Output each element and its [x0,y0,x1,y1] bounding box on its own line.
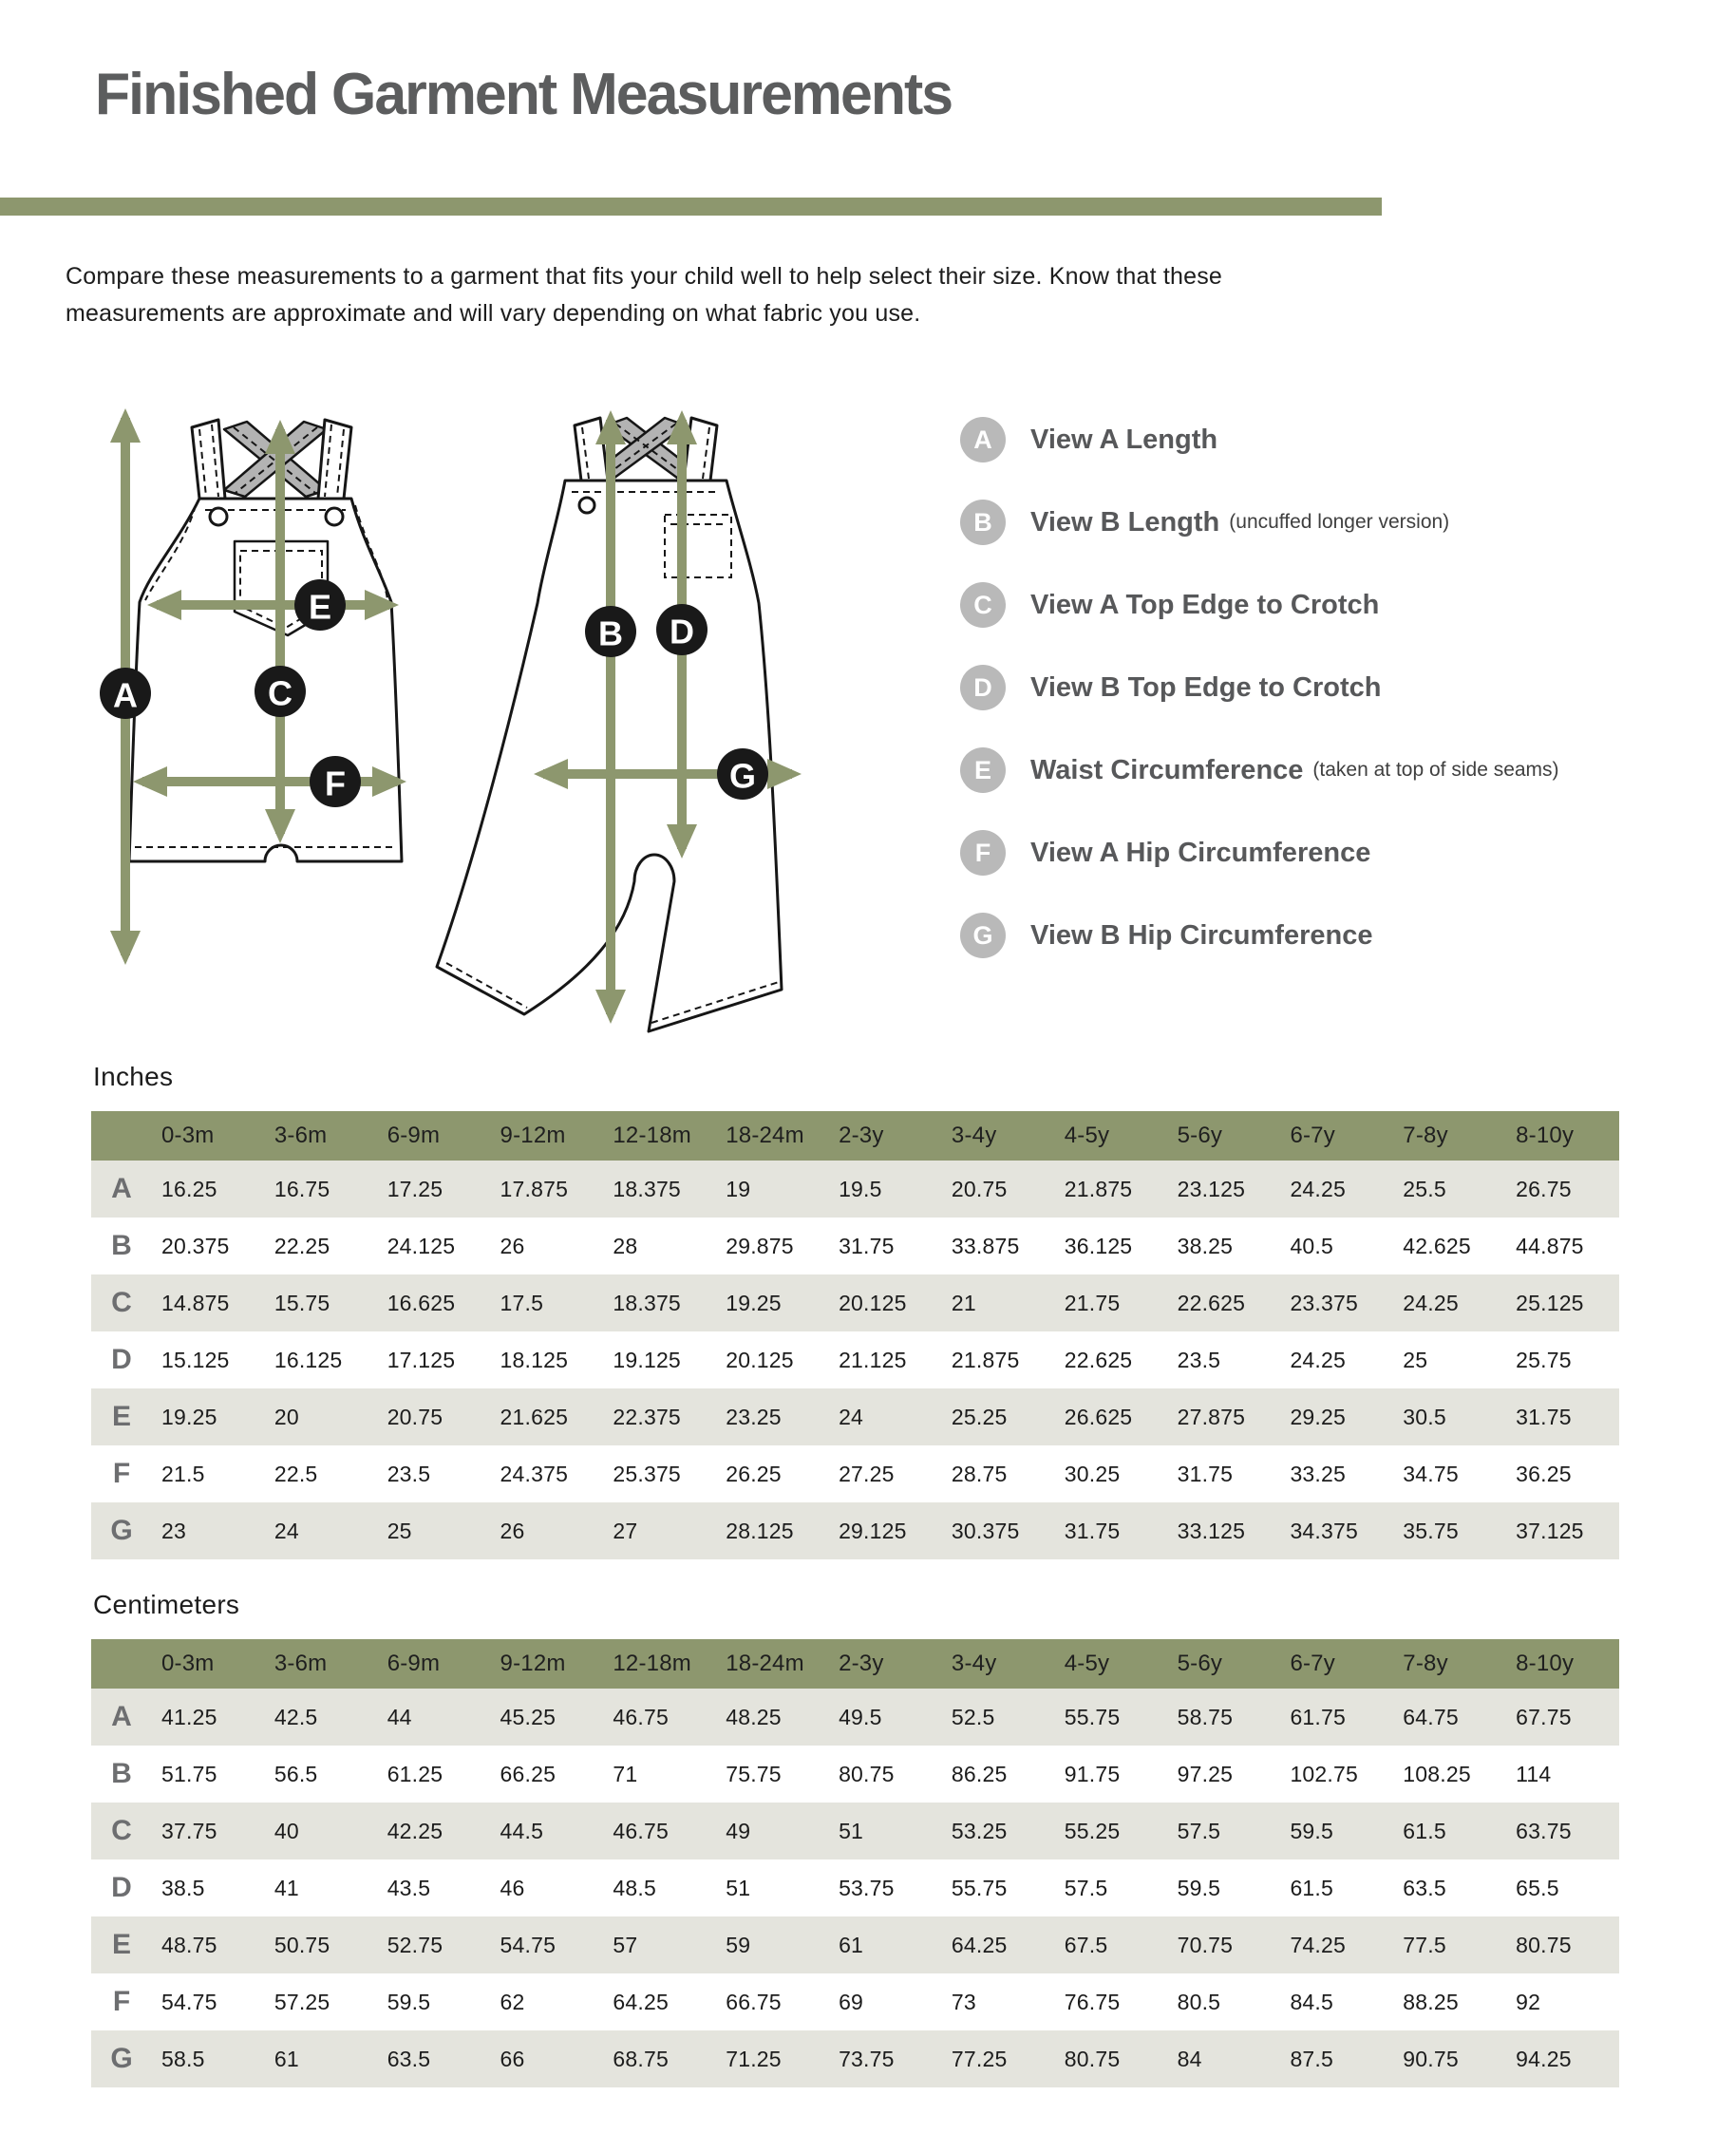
measurement-cell: 80.75 [1516,1932,1572,1957]
measurement-cell: 108.25 [1403,1761,1471,1786]
measurement-cell: 59.5 [1290,1818,1334,1843]
measurement-cell: 36.125 [1064,1233,1133,1258]
measurement-cell: 46 [500,1875,525,1900]
measurement-cell: 102.75 [1290,1761,1358,1786]
measurement-cell: 62 [500,1989,525,2014]
measurement-cell: 25 [1403,1347,1428,1372]
measurement-cell: 24.375 [500,1461,569,1486]
size-header-row [91,1111,1619,1161]
legend-label: View B Top Edge to Crotch [1030,671,1382,703]
measurement-cell: 21.75 [1064,1290,1121,1315]
legend-key-letter: B [973,507,992,537]
size-column-header: 6-7y [1280,1639,1393,1689]
legend-key-badge [960,665,1006,710]
measurement-cell: 44 [387,1704,412,1729]
measurement-cell: 73 [951,1989,976,2014]
measurement-cell: 22.625 [1177,1290,1246,1315]
measurement-cell: 23 [161,1518,186,1543]
legend-item [960,747,1559,793]
legend-item [960,665,1559,710]
measurement-cell: 19.25 [726,1290,782,1315]
measurement-cell: 30.375 [951,1518,1020,1543]
measurement-row [91,1331,1619,1388]
measurement-cell: 40 [274,1818,299,1843]
size-column-header: 8-10y [1506,1111,1619,1161]
measurement-cell: 25.25 [951,1404,1008,1429]
size-header-row [91,1639,1619,1689]
measurement-cell: 61.25 [387,1761,443,1786]
legend-key-badge [960,913,1006,958]
measurement-cell: 59.5 [387,1989,431,2014]
measurement-cell: 80.75 [1064,2046,1121,2071]
measurement-cell: 26.25 [726,1461,782,1486]
measurement-cell: 31.75 [839,1233,895,1258]
row-key: C [111,1815,132,1846]
measurement-cell: 22.625 [1064,1347,1133,1372]
legend-key-badge [960,747,1006,793]
measurement-cell: 23.25 [726,1404,782,1429]
measurement-cell: 19.5 [839,1176,882,1201]
measurement-cell: 66.75 [726,1989,782,2014]
measurement-cell: 52.75 [387,1932,443,1957]
legend-key-badge [960,830,1006,876]
svg-text:B: B [598,614,623,653]
measurement-cell: 23.5 [1177,1347,1221,1372]
size-column-header: 7-8y [1393,1639,1506,1689]
measurement-cell: 24.25 [1403,1290,1459,1315]
measurement-cell: 24 [839,1404,864,1429]
measurement-legend [960,417,1559,958]
measurement-cell: 22.25 [274,1233,330,1258]
inches-size-table [91,1111,1619,1559]
measurement-cell: 20 [274,1404,299,1429]
measurement-cell: 53.75 [839,1875,895,1900]
svg-text:C: C [268,673,292,713]
measurement-cell: 70.75 [1177,1932,1234,1957]
measurement-cell: 58.75 [1177,1704,1234,1729]
size-column-header: 18-24m [716,1111,829,1161]
centimeters-table-section [91,1590,1619,2087]
measurement-cell: 64.75 [1403,1704,1459,1729]
diagram-badge-d [656,604,708,655]
measurement-cell: 71.25 [726,2046,782,2071]
measurement-cell: 24.25 [1290,1347,1346,1372]
legend-item [960,582,1559,628]
inches-table-section [91,1062,1619,1559]
measurement-cell: 97.25 [1177,1761,1234,1786]
measurement-cell: 26 [500,1233,525,1258]
measurement-cell: 44.875 [1516,1233,1584,1258]
measurement-cell: 17.125 [387,1347,456,1372]
measurement-cell: 42.5 [274,1704,318,1729]
measurement-row [91,1274,1619,1331]
measurement-cell: 66.25 [500,1761,557,1786]
measurement-cell: 86.25 [951,1761,1008,1786]
measurement-cell: 22.5 [274,1461,318,1486]
measurement-row [91,1218,1619,1274]
measurement-cell: 25.125 [1516,1290,1584,1315]
legend-label: Waist Circumference [1030,754,1304,785]
size-column-header: 2-3y [829,1639,942,1689]
measurement-cell: 41.25 [161,1704,217,1729]
measurement-cell: 14.875 [161,1290,230,1315]
measurement-cell: 25 [387,1518,412,1543]
legend-key-letter: C [973,590,992,619]
size-column-header: 3-6m [265,1111,378,1161]
measurement-cell: 40.5 [1290,1233,1334,1258]
size-column-header: 2-3y [829,1111,942,1161]
measurement-cell: 15.125 [161,1347,230,1372]
measurement-cell: 53.25 [951,1818,1008,1843]
measurement-cell: 114 [1516,1761,1552,1786]
measurement-cell: 59 [726,1932,751,1957]
measurement-cell: 92 [1516,1989,1541,2014]
row-key: B [111,1230,132,1261]
measurement-cell: 34.75 [1403,1461,1459,1486]
measurement-cell: 63.75 [1516,1818,1572,1843]
measurement-cell: 36.25 [1516,1461,1572,1486]
legend-key-letter: F [974,838,991,867]
diagram-badge-a [100,668,151,719]
measurement-cell: 25.5 [1403,1176,1446,1201]
legend-label: View A Top Edge to Crotch [1030,589,1380,620]
measurement-row [91,1161,1619,1218]
measurement-cell: 18.375 [613,1176,681,1201]
measurement-cell: 24.125 [387,1233,456,1258]
measurement-cell: 31.75 [1177,1461,1234,1486]
measurement-row [91,1916,1619,1973]
measurement-cell: 43.5 [387,1875,431,1900]
measurement-cell: 30.5 [1403,1404,1446,1429]
size-column-header: 6-9m [378,1111,491,1161]
corner-cell [91,1639,152,1689]
measurement-cell: 21 [951,1290,976,1315]
garment-diagram [57,399,874,1045]
measurement-cell: 24.25 [1290,1176,1346,1201]
measurement-cell: 68.75 [613,2046,669,2071]
row-key: A [111,1701,132,1732]
measurement-cell: 63.5 [387,2046,431,2071]
corner-cell [91,1111,152,1161]
measurement-cell: 64.25 [951,1932,1008,1957]
back-left-button [579,498,594,513]
measurement-cell: 20.125 [839,1290,907,1315]
size-column-header: 5-6y [1168,1111,1281,1161]
measurement-cell: 45.25 [500,1704,557,1729]
measurement-cell: 55.75 [1064,1704,1121,1729]
measurement-cell: 21.875 [1064,1176,1133,1201]
measurement-cell: 51.75 [161,1761,217,1786]
measurement-row [91,1803,1619,1859]
measurement-cell: 57 [613,1932,638,1957]
measurement-cell: 24 [274,1518,299,1543]
measurement-cell: 64.25 [613,1989,669,2014]
measurement-cell: 20.75 [951,1176,1008,1201]
measurement-cell: 80.5 [1177,1989,1221,2014]
measurement-cell: 33.125 [1177,1518,1246,1543]
size-column-header: 0-3m [152,1111,265,1161]
measurement-cell: 37.125 [1516,1518,1584,1543]
size-column-header: 7-8y [1393,1111,1506,1161]
legend-key-badge [960,582,1006,628]
measurement-cell: 55.75 [951,1875,1008,1900]
measurement-cell: 49.5 [839,1704,882,1729]
size-column-header: 8-10y [1506,1639,1619,1689]
legend-item [960,500,1559,545]
legend-item [960,417,1559,462]
size-column-header: 6-9m [378,1639,491,1689]
diagram-badge-c [255,666,306,717]
measurement-cell: 29.875 [726,1233,794,1258]
measurement-cell: 56.5 [274,1761,318,1786]
measurement-cell: 30.25 [1064,1461,1121,1486]
measurement-cell: 63.5 [1403,1875,1446,1900]
measurement-cell: 46.75 [613,1704,669,1729]
measurement-cell: 76.75 [1064,1989,1121,2014]
intro-paragraph: Compare these measurements to a garment that fits your child well to help select their size. Know that these measurements are approximate and will vary depending on what fabric you use. [66,263,1223,327]
row-key: A [111,1173,132,1204]
measurement-row [91,1445,1619,1502]
measurement-cell: 77.25 [951,2046,1008,2071]
measurement-cell: 31.75 [1064,1518,1121,1543]
measurement-row [91,1689,1619,1746]
measurement-cell: 42.25 [387,1818,443,1843]
measurement-cell: 80.75 [839,1761,895,1786]
olive-divider-bar [0,198,1382,216]
row-key: G [110,2043,133,2074]
measurement-cell: 15.75 [274,1290,330,1315]
diagram-badge-g [717,748,768,800]
measurement-cell: 75.75 [726,1761,782,1786]
size-column-header: 12-18m [603,1111,716,1161]
svg-text:D: D [670,612,694,651]
measurement-cell: 38.25 [1177,1233,1234,1258]
measurement-cell: 41 [274,1875,299,1900]
measurement-row [91,1502,1619,1559]
measurement-cell: 90.75 [1403,2046,1459,2071]
inches-unit-label: Inches [93,1062,174,1091]
measurement-cell: 67.75 [1516,1704,1572,1729]
size-column-header: 0-3m [152,1639,265,1689]
measurement-cell: 54.75 [161,1989,217,2014]
measurement-cell: 61.5 [1290,1875,1334,1900]
measurement-cell: 27.875 [1177,1404,1246,1429]
measurement-cell: 69 [839,1989,864,2014]
measurement-cell: 55.25 [1064,1818,1121,1843]
front-left-button [210,508,227,525]
legend-label: View B Hip Circumference [1030,919,1373,951]
legend-key-letter: G [972,920,993,950]
legend-key-letter: A [973,425,992,454]
measurement-cell: 73.75 [839,2046,895,2071]
measurement-cell: 20.75 [387,1404,443,1429]
measurement-cell: 20.375 [161,1233,230,1258]
size-column-header: 18-24m [716,1639,829,1689]
legend-key-badge [960,500,1006,545]
measurement-cell: 16.75 [274,1176,330,1201]
diagram-badge-b [585,606,636,657]
measurement-cell: 88.25 [1403,1989,1459,2014]
front-right-button [326,508,343,525]
svg-text:G: G [728,756,757,796]
size-column-header: 3-6m [265,1639,378,1689]
measurement-cell: 48.5 [613,1875,656,1900]
centimeters-size-table [91,1639,1619,2087]
measurement-cell: 21.125 [839,1347,907,1372]
measurement-cell: 28 [613,1233,638,1258]
measurement-cell: 61.5 [1403,1818,1446,1843]
measurement-cell: 26.625 [1064,1404,1133,1429]
measurement-cell: 65.5 [1516,1875,1559,1900]
measurement-cell: 20.125 [726,1347,794,1372]
measurement-cell: 21.5 [161,1461,205,1486]
measurement-cell: 77.5 [1403,1932,1446,1957]
row-key: D [111,1344,132,1375]
measurement-cell: 21.875 [951,1347,1020,1372]
measurement-cell: 34.375 [1290,1518,1358,1543]
measurement-cell: 59.5 [1177,1875,1221,1900]
measurement-cell: 33.875 [951,1233,1020,1258]
measurement-cell: 16.125 [274,1347,343,1372]
measurement-cell: 71 [613,1761,638,1786]
measurement-cell: 52.5 [951,1704,995,1729]
measurement-cell: 18.375 [613,1290,681,1315]
measurement-cell: 46.75 [613,1818,669,1843]
legend-key-letter: E [973,755,991,784]
size-column-header: 9-12m [491,1111,604,1161]
measurement-row [91,2030,1619,2087]
measurement-cell: 57.5 [1064,1875,1108,1900]
row-key: F [112,1986,131,2017]
measurement-cell: 84 [1177,2046,1202,2071]
size-column-header: 4-5y [1055,1639,1168,1689]
measurement-cell: 28.125 [726,1518,794,1543]
measurement-cell: 66 [500,2046,525,2071]
measurement-cell: 48.75 [161,1932,217,1957]
measurement-row [91,1746,1619,1803]
diagram-badge-e [294,579,346,631]
measurement-cell: 67.5 [1064,1932,1108,1957]
measurement-cell: 27.25 [839,1461,895,1486]
row-key: G [110,1515,133,1546]
legend-label: View A Length [1030,424,1218,455]
measurement-row [91,1859,1619,1916]
measurement-cell: 17.25 [387,1176,443,1201]
measurement-cell: 51 [726,1875,751,1900]
measurement-cell: 22.375 [613,1404,681,1429]
svg-text:E: E [308,587,332,627]
measurement-cell: 61.75 [1290,1704,1346,1729]
size-column-header: 12-18m [603,1639,716,1689]
measurement-cell: 49 [726,1818,751,1843]
measurement-cell: 37.75 [161,1818,217,1843]
diagram-badge-f [310,756,361,807]
legend-item [960,913,1559,958]
measurement-cell: 61 [274,2046,299,2071]
measurement-cell: 19 [726,1176,751,1201]
measurement-cell: 42.625 [1403,1233,1471,1258]
measurement-cell: 74.25 [1290,1932,1346,1957]
measurement-cell: 26.75 [1516,1176,1572,1201]
measurement-cell: 48.25 [726,1704,782,1729]
measurement-cell: 58.5 [161,2046,205,2071]
measurement-cell: 16.625 [387,1290,456,1315]
measurement-cell: 26 [500,1518,525,1543]
measurement-cell: 23.5 [387,1461,431,1486]
measurement-cell: 35.75 [1403,1518,1459,1543]
page-title: Finished Garment Measurements [95,62,953,127]
legend-note: (taken at top of side seams) [1312,759,1559,781]
row-key: E [111,1401,131,1432]
row-key: E [111,1929,131,1960]
measurement-cell: 25.375 [613,1461,681,1486]
measurement-cell: 44.5 [500,1818,544,1843]
measurement-cell: 94.25 [1516,2046,1572,2071]
size-column-header: 9-12m [491,1639,604,1689]
row-key: C [111,1287,132,1318]
svg-text:F: F [325,764,346,803]
measurement-cell: 27 [613,1518,638,1543]
legend-note: (uncuffed longer version) [1229,511,1450,533]
measurement-row [91,1388,1619,1445]
row-key: D [111,1872,132,1903]
measurement-cell: 29.125 [839,1518,907,1543]
measurement-cell: 84.5 [1290,1989,1334,2014]
measurement-cell: 33.25 [1290,1461,1346,1486]
measurement-cell: 61 [839,1932,864,1957]
measurement-cell: 28.75 [951,1461,1008,1486]
measurement-row [91,1973,1619,2030]
measurement-cell: 23.125 [1177,1176,1246,1201]
size-column-header: 6-7y [1280,1111,1393,1161]
size-column-header: 4-5y [1055,1111,1168,1161]
measurement-cell: 51 [839,1818,864,1843]
row-key: B [111,1758,132,1789]
measurement-cell: 17.875 [500,1176,569,1201]
size-column-header: 3-4y [942,1639,1055,1689]
measurement-cell: 19.125 [613,1347,681,1372]
measurement-cell: 25.75 [1516,1347,1572,1372]
measurement-cell: 16.25 [161,1176,217,1201]
measurement-cell: 57.5 [1177,1818,1221,1843]
row-key: F [112,1458,131,1489]
svg-text:A: A [113,675,138,715]
size-column-header: 5-6y [1168,1639,1281,1689]
measurement-cell: 23.375 [1290,1290,1358,1315]
legend-label: View A Hip Circumference [1030,837,1371,868]
measurement-cell: 31.75 [1516,1404,1572,1429]
legend-item [960,830,1559,876]
measurement-cell: 38.5 [161,1875,205,1900]
measurement-cell: 29.25 [1290,1404,1346,1429]
front-view-garment [129,420,402,861]
centimeters-unit-label: Centimeters [93,1590,240,1619]
legend-label: View B Length [1030,506,1220,538]
measurement-cell: 87.5 [1290,2046,1334,2071]
size-column-header: 3-4y [942,1111,1055,1161]
measurement-cell: 50.75 [274,1932,330,1957]
measurement-cell: 18.125 [500,1347,569,1372]
measurement-cell: 21.625 [500,1404,569,1429]
legend-key-letter: D [973,672,992,702]
measurement-cell: 91.75 [1064,1761,1121,1786]
measurement-cell: 19.25 [161,1404,217,1429]
legend-key-badge [960,417,1006,462]
measurement-cell: 57.25 [274,1989,330,2014]
measurement-cell: 54.75 [500,1932,557,1957]
measurement-cell: 17.5 [500,1290,544,1315]
